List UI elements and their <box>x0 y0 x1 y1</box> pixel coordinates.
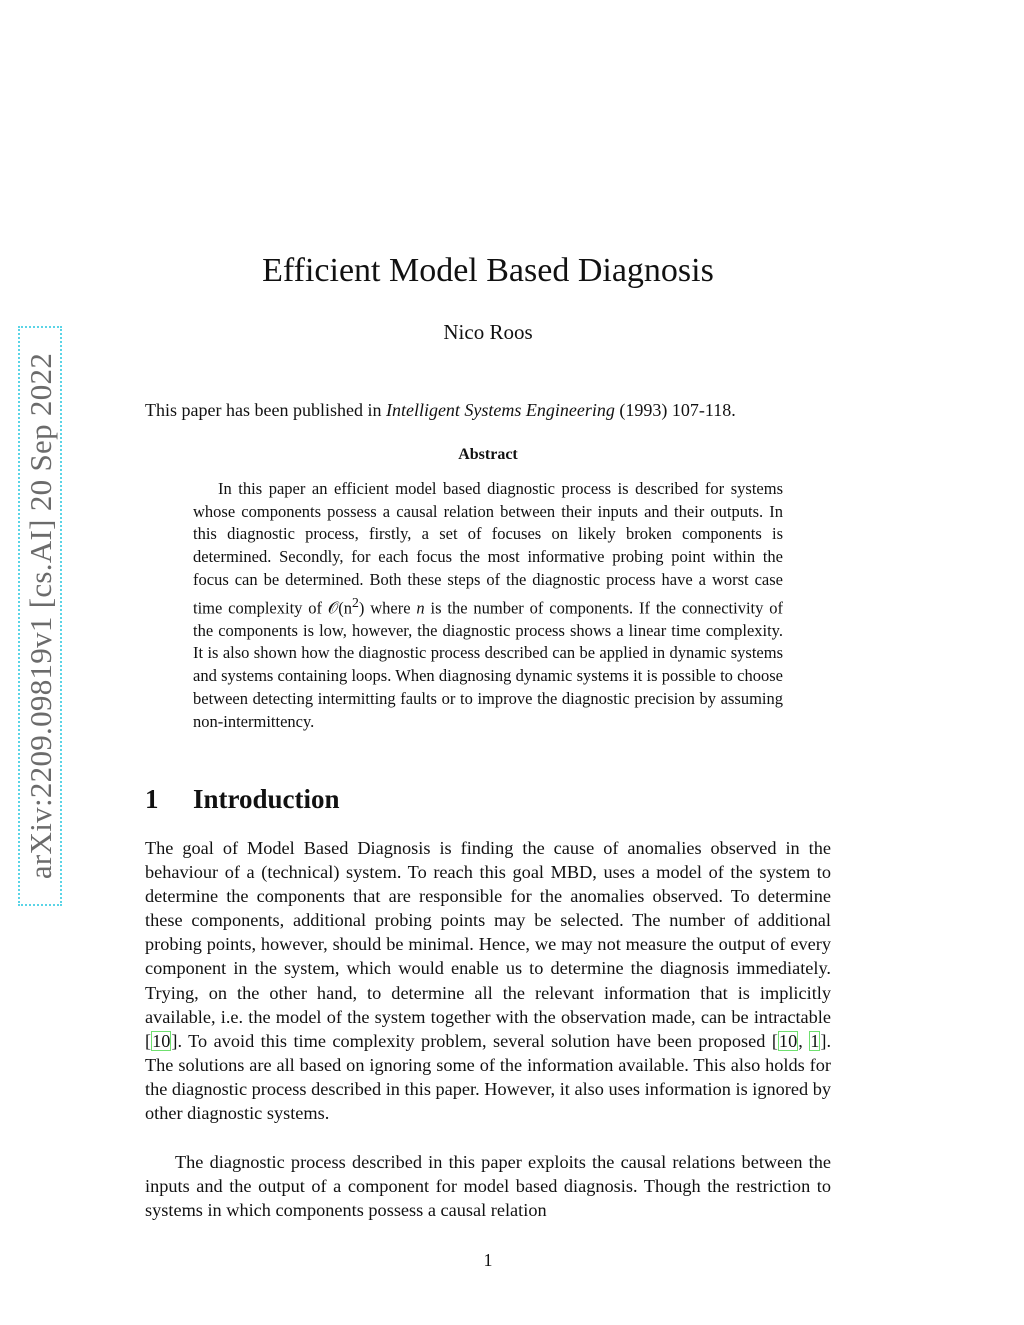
intro-paragraph-1 <box>145 836 831 1125</box>
abstract-text-b: is the number of components. If the connectivity of the components is low, however, the diagnostic process shows a linear time complexity. It is also shown how the diagnostic process described can be applied in dynamic systems and systems containing loops. When diagnosing dynamic systems it is possible to choose between detecting intermitting faults or to improve the diagnostic precision by assuming non-intermittency. <box>193 598 783 731</box>
citation-link-10[interactable]: 10 <box>152 1030 171 1051</box>
abstract-body <box>193 478 783 733</box>
section-heading-introduction <box>145 784 340 815</box>
publication-note <box>145 400 835 421</box>
abstract-text-a: In this paper an efficient model based diagnostic process is described for systems whose components possess a causal relation between their inputs and their outputs. In this diagnostic process, firstly, a set of focuses on likely broken components is determined. Secondly, for each focus the most informative probing point within the focus can be determined. Both these steps of the diagnostic process have a worst case time complexity of <box>193 479 783 618</box>
variable-n: n <box>416 598 425 618</box>
citation-link-10-second[interactable]: 10 <box>778 1030 798 1051</box>
cite-bracket-open: [ <box>145 1030 152 1051</box>
complexity-exponent: 2 <box>352 594 359 610</box>
intro-text-c: . The solutions are all based on ignoring some of the information available. This also holds for the diagnostic process described in this paper. However, it also uses information is ignored by other diagnostic systems. <box>145 1030 832 1124</box>
complexity-close: ) <box>358 598 365 618</box>
intro-text-b: . To avoid this time complexity problem, several solution have been proposed <box>177 1030 772 1051</box>
intro-paragraph-2: The diagnostic process described in this paper exploits the causal relations between the inputs and the output of a component for model based diagnosis. Though the restriction to systems in which components possess a causal relation <box>145 1152 831 1221</box>
publication-suffix: (1993) 107-118. <box>614 400 736 420</box>
paper-title: Efficient Model Based Diagnosis <box>262 252 714 289</box>
complexity-notation: 𝒪(n <box>327 598 353 618</box>
publication-venue: Intelligent Systems Engineering <box>385 400 615 420</box>
abstract-where: where <box>364 598 417 618</box>
publication-prefix: This paper has been published in <box>145 400 386 420</box>
cite-bracket-open-2: [ <box>771 1030 778 1051</box>
page-number: 1 <box>483 1250 493 1270</box>
section-title: Introduction <box>193 784 340 814</box>
abstract-heading: Abstract <box>458 446 518 463</box>
author-name: Nico Roos <box>443 320 533 344</box>
citation-link-1[interactable]: 1 <box>810 1030 820 1051</box>
cite-bracket-close-2: ] <box>820 1030 827 1051</box>
cite-bracket-close: ] <box>171 1030 178 1051</box>
cite-separator: , <box>798 1030 810 1051</box>
section-number: 1 <box>145 784 159 814</box>
intro-text-a: The goal of Model Based Diagnosis is finding the cause of anomalies observed in the behaviour of a (technical) system. To reach this goal MBD, uses a model of the system to determine the components that are responsible for the anomalies observed. To determine these components, additional probing points may be selected. The number of additional probing points, however, should be minimal. Hence, we may not measure the output of every component in the system, which would enable us to determine the diagnosis immediately. Trying, on the other hand, to determine all the relevant information that is implicitly available, i.e. the model of the system together with the observation made, can be intractable <box>145 838 831 1027</box>
arxiv-stamp-text[interactable]: arXiv:2209.09819v1 [cs.AI] 20 Sep 2022 <box>23 352 58 880</box>
